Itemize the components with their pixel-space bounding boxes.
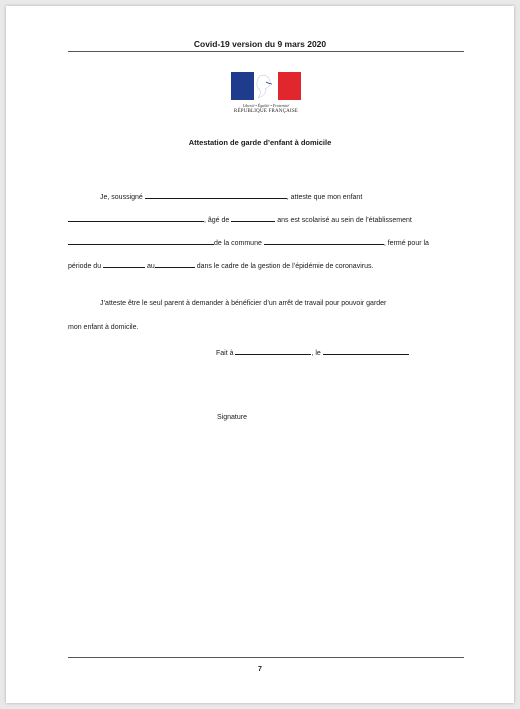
label-periode: période du	[68, 263, 102, 270]
label-cadre: dans le cadre de la gestion de l’épidémie de coronavirus.	[196, 263, 374, 270]
marianne-flag-icon	[231, 72, 301, 100]
school-field[interactable]	[68, 237, 214, 245]
republique-francaise-logo	[231, 72, 301, 114]
footer-rule	[68, 657, 464, 658]
label-commune: de la commune	[214, 240, 262, 247]
label-soussigne: Je, soussigné	[100, 194, 143, 201]
header-title: Covid-19 version du 9 mars 2020	[193, 39, 327, 49]
declaration-line-2: mon enfant à domicile.	[68, 324, 139, 331]
declaration-line-1: J’atteste être le seul parent à demander à bénéficier d’un arrêt de travail pour pouvoir garder	[100, 300, 387, 307]
header-rule	[68, 51, 464, 52]
fait-line	[216, 347, 409, 357]
form-line-1	[100, 191, 362, 201]
label-atteste: , atteste que mon enfant	[286, 194, 363, 201]
date-field[interactable]	[323, 347, 409, 355]
period-end-field[interactable]	[155, 260, 195, 268]
page-number: 7	[258, 666, 262, 673]
child-name-field[interactable]	[68, 214, 204, 222]
signature-label: Signature	[217, 414, 247, 421]
document-page	[6, 6, 514, 703]
place-field[interactable]	[235, 347, 311, 355]
age-field[interactable]	[231, 214, 275, 222]
name-field[interactable]	[145, 191, 287, 199]
logo-republique: RÉPUBLIQUE FRANÇAISE	[233, 109, 299, 114]
form-line-2	[68, 214, 412, 224]
label-ferme: , fermé pour la	[383, 240, 429, 247]
label-scolarise: ans est scolarisé au sein de l’établissement	[277, 217, 412, 224]
logo-motto: Liberté • Égalité • Fraternité	[242, 103, 290, 108]
label-fait: Fait à	[216, 350, 234, 357]
form-line-3	[68, 237, 429, 247]
label-le: , le	[311, 350, 321, 357]
form-line-4	[68, 260, 373, 270]
period-start-field[interactable]	[103, 260, 145, 268]
commune-field[interactable]	[264, 237, 384, 245]
label-age: , âgé de	[204, 217, 230, 224]
label-au: au	[147, 263, 155, 270]
document-title: Attestation de garde d’enfant à domicile	[188, 138, 332, 147]
